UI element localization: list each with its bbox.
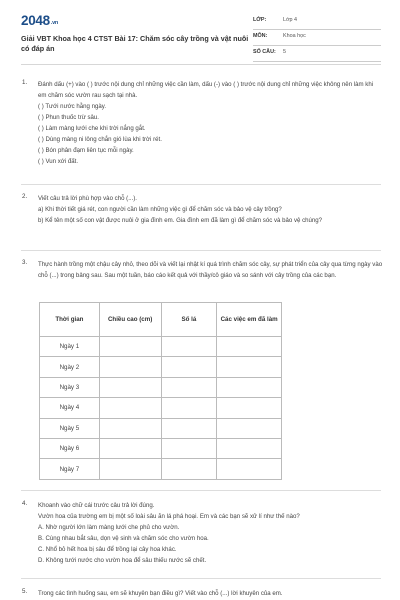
answer-option: C. Nhổ bỏ hết hoa bị sâu để trồng lại cây hoa khác. xyxy=(38,546,177,553)
question-divider xyxy=(21,250,381,251)
answer-option: A. Nhờ người lớn làm màng lưới che phủ cho vườn. xyxy=(38,524,180,531)
table-cell[interactable] xyxy=(217,438,282,458)
page-header xyxy=(0,0,400,62)
table-cell[interactable] xyxy=(99,398,161,418)
row-label: Ngày 1 xyxy=(40,337,100,357)
meta-info xyxy=(253,14,381,62)
column-header: Các việc em đã làm xyxy=(217,303,282,337)
page-title: Giải VBT Khoa học 4 CTST Bài 17: Chăm sóc cây trồng và vật nuôi có đáp án xyxy=(21,34,249,53)
question-prompt: Trong các tình huống sau, em sẽ khuyên bạn điều gì? Viết vào chỗ (...) lời khuyên của em. xyxy=(38,590,283,597)
meta-label: MÔN: xyxy=(253,33,268,39)
row-label: Ngày 4 xyxy=(40,398,100,418)
meta-value: Lớp 4 xyxy=(283,17,298,23)
table-cell[interactable] xyxy=(161,337,217,357)
row-label: Ngày 3 xyxy=(40,377,100,397)
table-cell[interactable] xyxy=(99,337,161,357)
meta-value: 5 xyxy=(283,49,286,55)
question-body xyxy=(38,500,383,566)
table-row xyxy=(40,377,282,397)
table-cell[interactable] xyxy=(99,459,161,479)
column-header: Chiều cao (cm) xyxy=(99,303,161,337)
site-logo[interactable] xyxy=(21,13,58,28)
meta-row-subject xyxy=(253,30,381,46)
table-cell[interactable] xyxy=(161,357,217,377)
table-row xyxy=(40,418,282,438)
question-number: 4. xyxy=(22,500,28,507)
table-cell[interactable] xyxy=(161,438,217,458)
meta-row-count xyxy=(253,46,381,62)
table-cell[interactable] xyxy=(161,398,217,418)
table-cell[interactable] xyxy=(99,438,161,458)
question-scenario: Vườn hoa của trường em bị một số loài sâu ăn lá phá hoại. Em và các bạn sẽ xử lí như thế nào? xyxy=(38,513,300,520)
question-number: 5. xyxy=(22,588,28,595)
logo-text: 2048 xyxy=(21,13,50,28)
question-prompt: Khoanh vào chữ cái trước câu trả lời đúng. xyxy=(38,502,155,509)
row-label: Ngày 7 xyxy=(40,459,100,479)
answer-option: ( ) Bón phân đạm liên tục mỗi ngày. xyxy=(38,147,134,154)
table-cell[interactable] xyxy=(217,418,282,438)
meta-label: SỐ CÂU: xyxy=(253,49,276,55)
row-label: Ngày 6 xyxy=(40,438,100,458)
table-cell[interactable] xyxy=(217,337,282,357)
question-body xyxy=(38,193,383,226)
column-header: Thời gian xyxy=(40,303,100,337)
row-label: Ngày 2 xyxy=(40,357,100,377)
question-prompt: Viết câu trả lời phù hợp vào chỗ (...). xyxy=(38,195,137,202)
question-prompt: Đánh dấu (+) vào ( ) trước nội dung chỉ những việc cần làm, dấu (-) vào ( ) trước nội dung chỉ những việc không nên làm khi em chăm sóc vườn rau sạch tại nhà. xyxy=(38,81,374,99)
answer-option: B. Cùng nhau bắt sâu, dọn vệ sinh và chăm sóc cho vườn hoa. xyxy=(38,535,209,542)
answer-option: ( ) Dùng màng ni lông chắn gió lùa khi trời rét. xyxy=(38,136,162,143)
question-body xyxy=(38,79,383,167)
logo-tld: .vn xyxy=(50,20,58,26)
table-header-row xyxy=(40,303,282,337)
question-divider xyxy=(21,184,381,185)
question-part-b: b) Kể tên một số con vật được nuôi ở gia đình em. Gia đình em đã làm gì để chăm sóc và bảo vệ chúng? xyxy=(38,217,323,224)
table-row xyxy=(40,357,282,377)
question-number: 3. xyxy=(22,259,28,266)
table-row xyxy=(40,337,282,357)
table-cell[interactable] xyxy=(217,459,282,479)
question-number: 2. xyxy=(22,193,28,200)
table-cell[interactable] xyxy=(217,357,282,377)
question-part-a: a) Khi thời tiết giá rét, con người cần làm những việc gì để chăm sóc và bảo vệ cây trồng? xyxy=(38,206,282,213)
table-cell[interactable] xyxy=(161,418,217,438)
table-cell[interactable] xyxy=(217,398,282,418)
answer-option: ( ) Làm màng lưới che khi trời nắng gắt. xyxy=(38,125,146,132)
table-cell[interactable] xyxy=(99,377,161,397)
question-divider xyxy=(21,490,381,491)
answer-option: ( ) Tưới nước hằng ngày. xyxy=(38,103,107,110)
column-header: Số lá xyxy=(161,303,217,337)
table-cell[interactable] xyxy=(161,377,217,397)
table-cell[interactable] xyxy=(217,377,282,397)
meta-value: Khoa học xyxy=(283,33,306,39)
plant-diary-table xyxy=(39,302,282,480)
question-prompt: Thực hành trồng một chậu cây nhỏ, theo dõi và viết lại nhật kí quá trình chăm sóc cây, sự phát triển của cây qua từng ngày vào chỗ (...) trong bảng sau. Sau một tuần, báo cáo kết quả với thầy/cô giáo và so sánh với cây trồng của các bạn. xyxy=(38,261,383,279)
answer-option: ( ) Vun xới đất. xyxy=(38,158,79,165)
row-label: Ngày 5 xyxy=(40,418,100,438)
question-divider xyxy=(21,578,381,579)
meta-label: LỚP: xyxy=(253,17,267,23)
table-cell[interactable] xyxy=(99,357,161,377)
table-row xyxy=(40,438,282,458)
question-body xyxy=(38,588,383,599)
question-body xyxy=(38,259,383,281)
header-divider xyxy=(21,64,381,65)
table-cell[interactable] xyxy=(99,418,161,438)
answer-option: ( ) Phun thuốc trừ sâu. xyxy=(38,114,99,121)
answer-option: D. Không tưới nước cho vườn hoa để sâu thiếu nước sẽ chết. xyxy=(38,557,207,564)
meta-row-class xyxy=(253,14,381,30)
table-row xyxy=(40,459,282,479)
table-cell[interactable] xyxy=(161,459,217,479)
question-number: 1. xyxy=(22,79,28,86)
table-row xyxy=(40,398,282,418)
